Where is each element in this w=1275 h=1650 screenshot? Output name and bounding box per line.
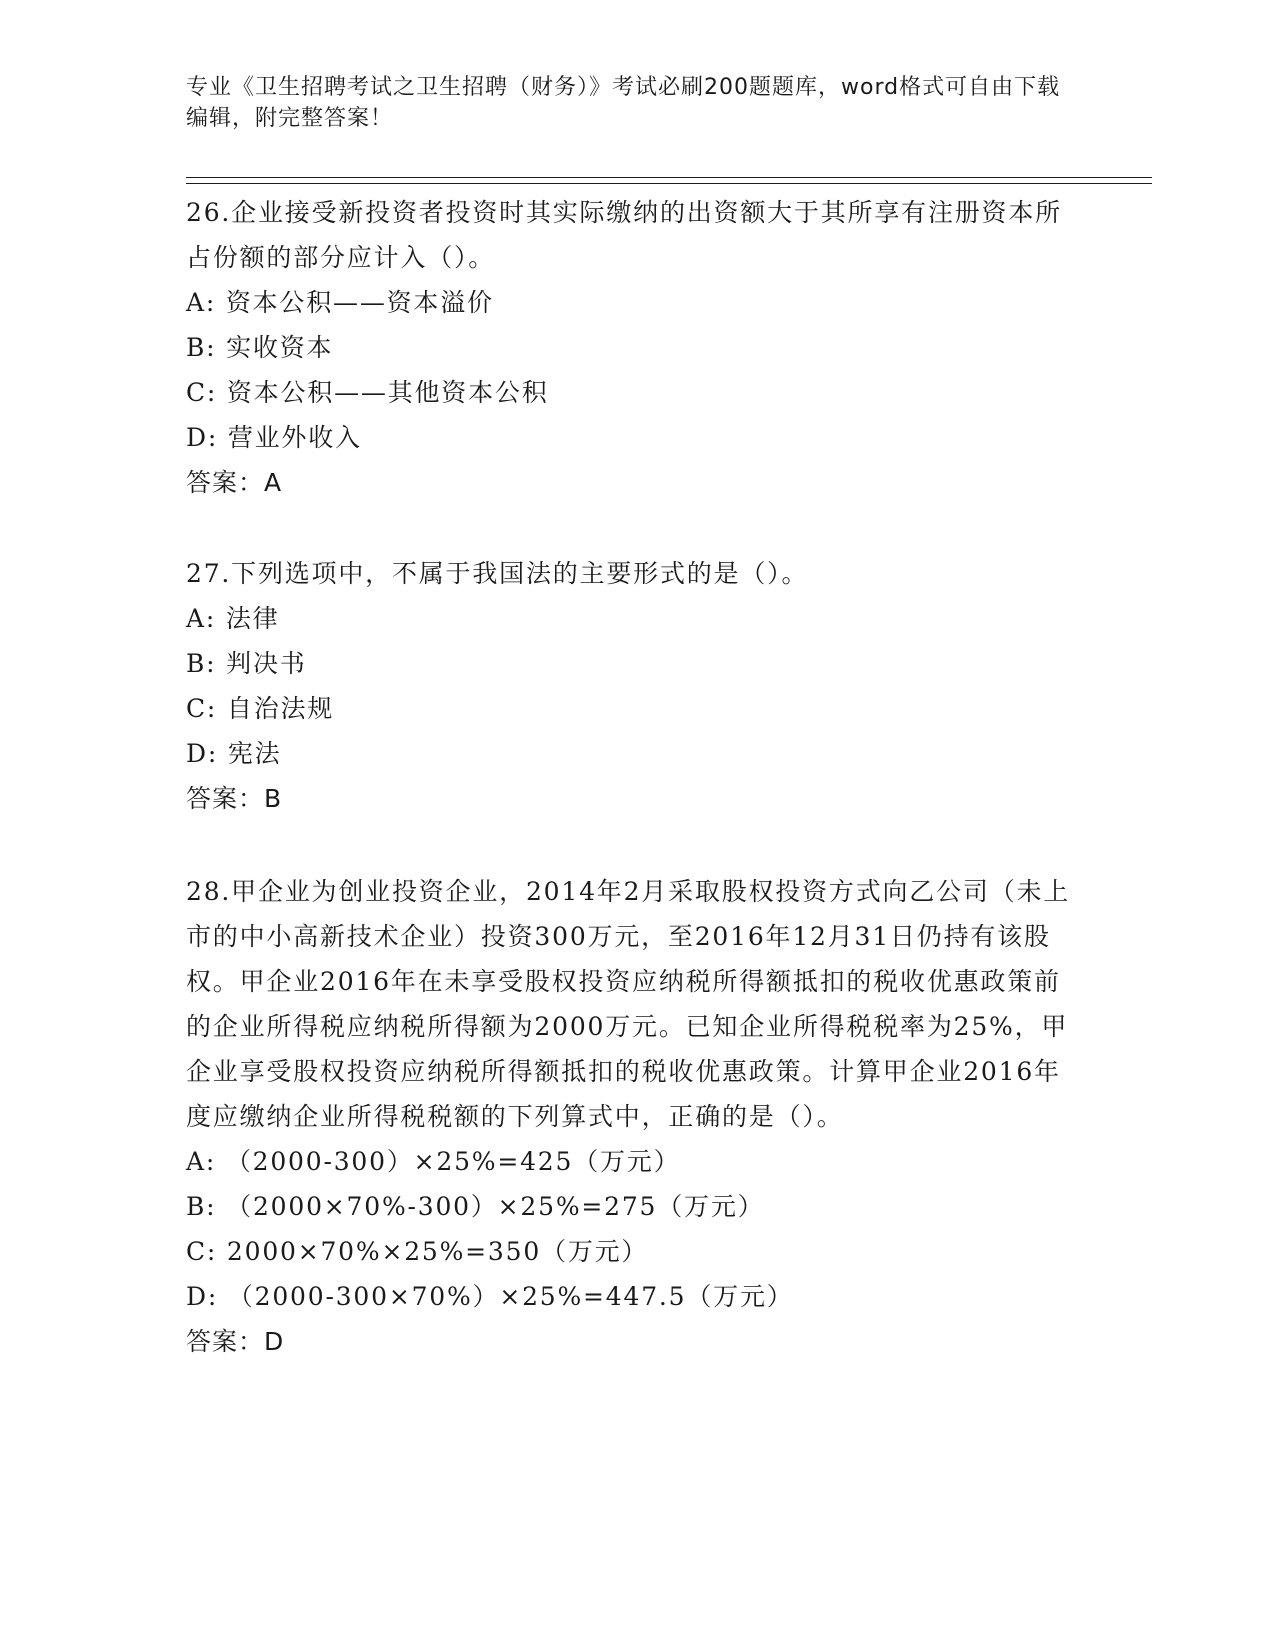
option-b bbox=[186, 1184, 1086, 1229]
answer-value: B bbox=[264, 784, 283, 813]
option-letter: B: bbox=[186, 649, 217, 678]
option-a bbox=[186, 1139, 1086, 1184]
option-letter: A: bbox=[186, 604, 217, 633]
option-b bbox=[186, 641, 1086, 686]
option-letter: D: bbox=[186, 739, 219, 768]
option-text: 实收资本 bbox=[226, 333, 334, 362]
answer-line bbox=[186, 1319, 1086, 1364]
question-26 bbox=[186, 190, 1086, 505]
option-d bbox=[186, 415, 1086, 460]
option-text: 2000×70%×25%=350（万元） bbox=[226, 1237, 649, 1266]
option-letter: C: bbox=[186, 378, 218, 407]
answer-line bbox=[186, 460, 1086, 505]
answer-value: A bbox=[264, 468, 283, 497]
question-stem: 28.甲企业为创业投资企业，2014年2月采取股权投资方式向乙公司（未上市的中小高新技术企业）投资300万元，至2016年12月31日仍持有该股权。甲企业2016年在未享受股权投资应纳税所得额抵扣的税收优惠政策前的企业所得税应纳税所得额为2000万元。已知企业所得税税率为25%，甲企业享受股权投资应纳税所得额抵扣的税收优惠政策。计算甲企业2016年度应缴纳企业所得税税额的下列算式中，正确的是（）。 bbox=[186, 877, 1071, 1131]
option-a bbox=[186, 596, 1086, 641]
option-text: 自治法规 bbox=[226, 694, 335, 723]
option-letter: D: bbox=[186, 1282, 219, 1311]
option-text: 宪法 bbox=[227, 739, 282, 768]
option-letter: A: bbox=[186, 1147, 217, 1176]
option-letter: A: bbox=[186, 288, 217, 317]
option-c bbox=[186, 370, 1086, 415]
question-stem: 26.企业接受新投资者投资时其实际缴纳的出资额大于其所享有注册资本所占份额的部分应计入（）。 bbox=[186, 198, 1062, 272]
question-stem: 27.下列选项中，不属于我国法的主要形式的是（）。 bbox=[186, 559, 809, 588]
option-text: （2000-300）×25%=425（万元） bbox=[225, 1147, 681, 1176]
option-letter: B: bbox=[186, 333, 217, 362]
answer-label: 答案： bbox=[186, 1327, 265, 1356]
question-28 bbox=[186, 869, 1086, 1364]
answer-line bbox=[186, 776, 1086, 821]
answer-label: 答案： bbox=[186, 784, 265, 813]
header-divider-thick bbox=[186, 177, 1152, 178]
question-27 bbox=[186, 551, 1086, 821]
document-header: 专业《卫生招聘考试之卫生招聘（财务）》考试必刷200题题库，word格式可自由下载编辑，附完整答案！ bbox=[186, 75, 1061, 131]
option-text: 营业外收入 bbox=[227, 423, 362, 452]
option-letter: D: bbox=[186, 423, 219, 452]
option-d bbox=[186, 1274, 1086, 1319]
option-text: 判决书 bbox=[226, 649, 307, 678]
option-letter: C: bbox=[186, 694, 218, 723]
answer-label: 答案： bbox=[186, 468, 265, 497]
option-a bbox=[186, 280, 1086, 325]
option-text: （2000×70%-300）×25%=275（万元） bbox=[226, 1192, 765, 1221]
option-c bbox=[186, 686, 1086, 731]
option-text: 资本公积——其他资本公积 bbox=[226, 378, 549, 407]
answer-value: D bbox=[264, 1327, 285, 1356]
option-text: 法律 bbox=[225, 604, 280, 633]
option-d bbox=[186, 731, 1086, 776]
option-c bbox=[186, 1229, 1086, 1274]
option-text: 资本公积——资本溢价 bbox=[225, 288, 494, 317]
option-letter: C: bbox=[186, 1237, 218, 1266]
option-text: （2000-300×70%）×25%=447.5（万元） bbox=[227, 1282, 794, 1311]
header-divider-thin bbox=[186, 183, 1152, 184]
option-b bbox=[186, 325, 1086, 370]
option-letter: B: bbox=[186, 1192, 217, 1221]
